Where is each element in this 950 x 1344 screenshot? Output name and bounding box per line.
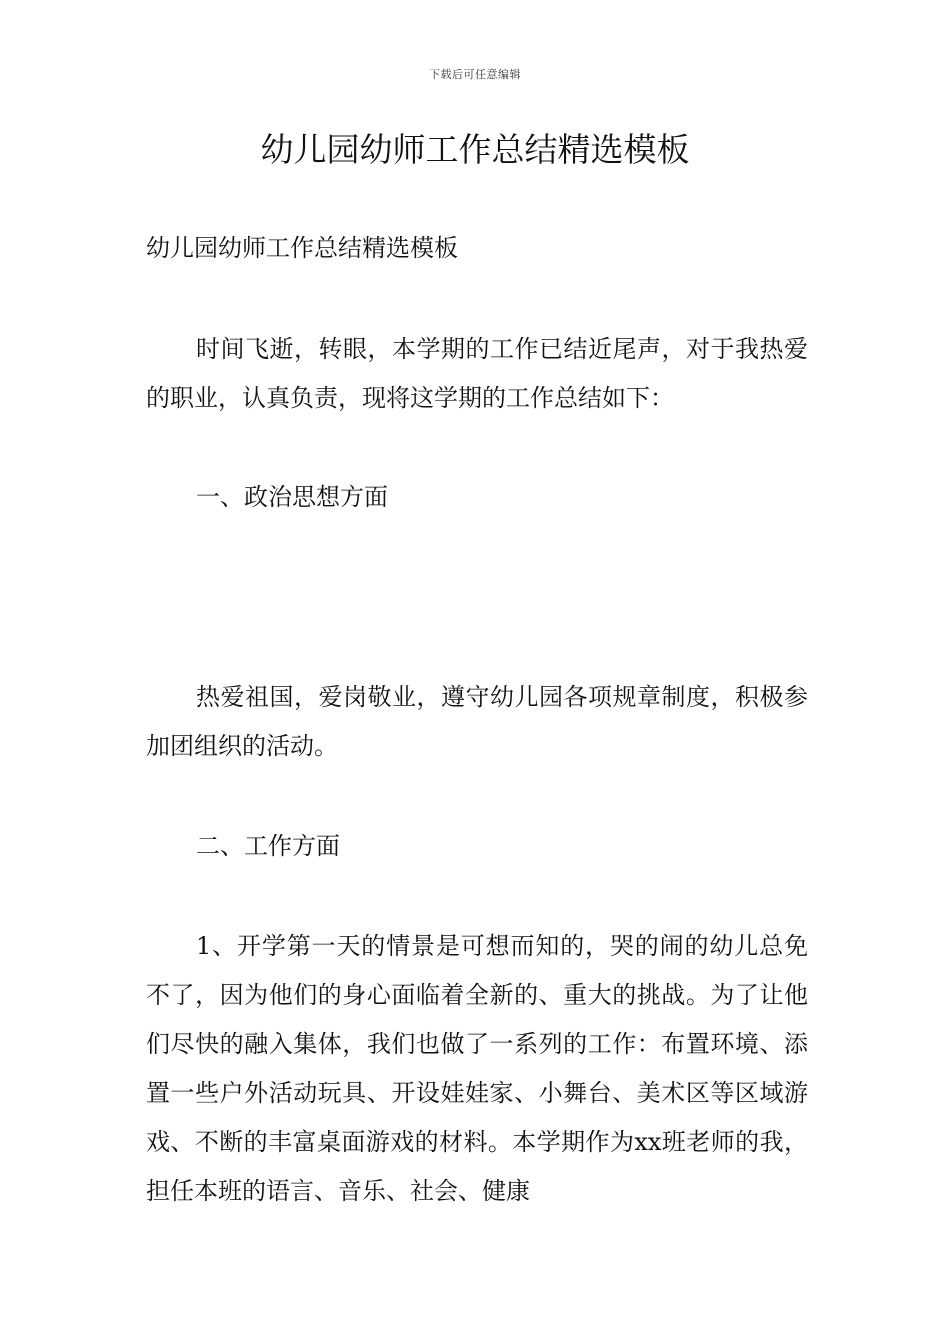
paragraph-politics: 热爱祖国，爱岗敬业，遵守幼儿园各项规章制度，积极参加团组织的活动。	[146, 683, 808, 760]
document-subtitle: 幼儿园幼师工作总结精选模板	[146, 234, 458, 262]
paragraph-work-1: 1、开学第一天的情景是可想而知的，哭的闹的幼儿总免不了，因为他们的身心面临着全新的、重大的挑战。为了让他们尽快的融入集体，我们也做了一系列的工作：布置环境、添置一些户外活动玩具、开设娃娃家、小舞台、美术区等区域游戏、不断的丰富桌面游戏的材料。本学期作为xx班老师的我，担任本班的语言、音乐、社会、健康	[146, 932, 808, 1205]
section-heading-politics: 一、政治思想方面	[196, 483, 388, 511]
section-heading-work: 二、工作方面	[196, 832, 340, 860]
paragraph-intro: 时间飞逝，转眼，本学期的工作已结近尾声，对于我热爱的职业，认真负责，现将这学期的工作总结如下：	[146, 335, 808, 412]
header-note: 下载后可任意编辑	[429, 68, 521, 81]
document-title: 幼儿园幼师工作总结精选模板	[260, 130, 690, 169]
